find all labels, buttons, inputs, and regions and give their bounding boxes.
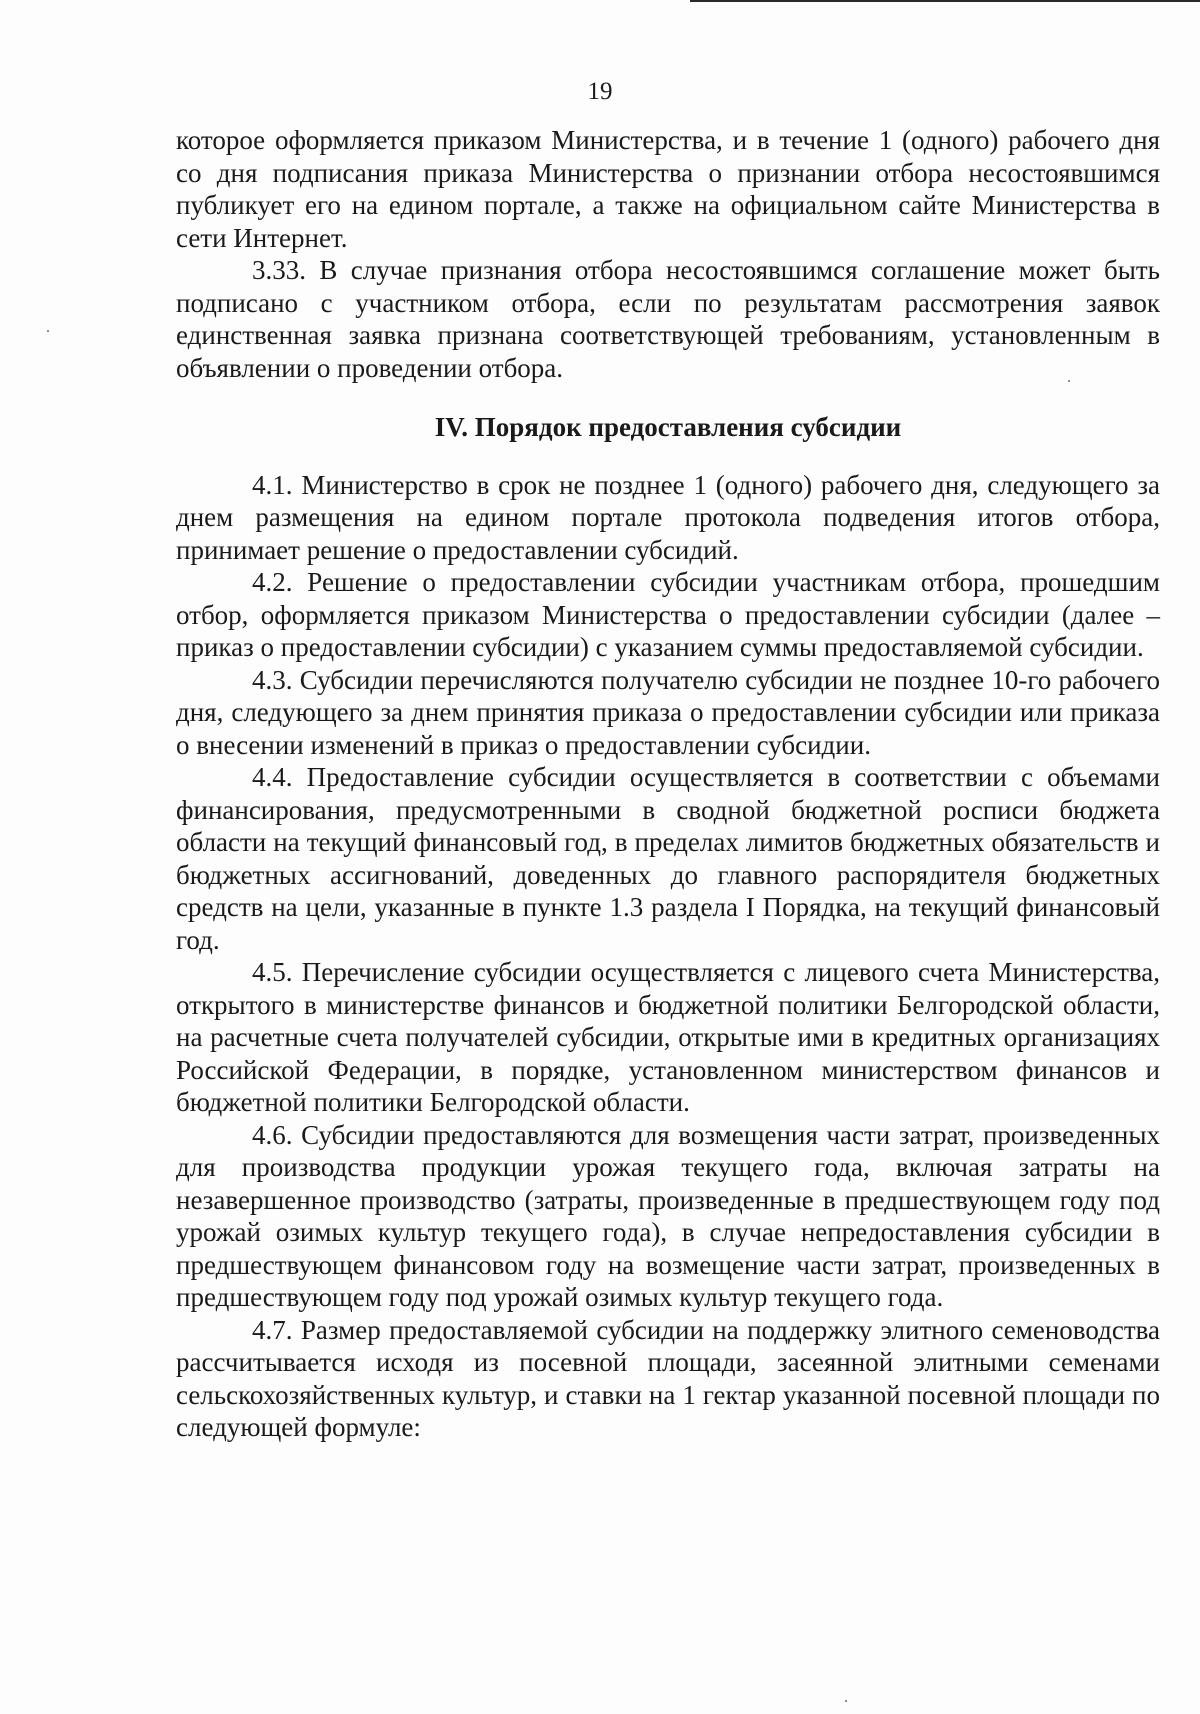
paragraph-4-7: 4.7. Размер предоставляемой субсидии на поддержку элитного семеноводства рассчитывается исходя из посевной площади, засеянной элитными семенами сельскохозяйственных культур, и ставки на 1 гектар указанной посевной площади по следующей формуле: — [176, 1314, 1160, 1442]
scan-edge-line — [690, 0, 1200, 2]
paragraph-continuation: которое оформляется приказом Министерства, и в течение 1 (одного) рабочего дня со дня подписания приказа Министерства о признании отбора несостоявшимся публикует его на едином портале, а также на официальном сайте Министерства в сети Интернет. — [176, 125, 1160, 253]
paragraph-4-4: 4.4. Предоставление субсидии осуществляется в соответствии с объемами финансирования, предусмотренными в сводной бюджетной росписи бюджета области на текущий финансовый год, в пределах лимитов бюджетных обязательств и бюджетных ассигнований, доведенных до главного распорядителя бюджетных средств на цели, указанные в пункте 1.3 раздела I Порядка, на текущий финансовый год. — [176, 762, 1160, 955]
scan-speck — [47, 330, 49, 332]
page-number: 19 — [587, 78, 613, 105]
scan-speck — [1068, 380, 1070, 382]
document-body — [176, 124, 1160, 1444]
section-heading: IV. Порядок предоставления субсидии — [434, 412, 902, 442]
paragraph-4-5: 4.5. Перечисление субсидии осуществляется с лицевого счета Министерства, открытого в министерстве финансов и бюджетной политики Белгородской области, на расчетные счета получателей субсидии, открытые ими в кредитных организациях Российской Федерации, в порядке, установленном министерством финансов и бюджетной политики Белгородской области. — [176, 957, 1160, 1117]
paragraph-4-3: 4.3. Субсидии перечисляются получателю субсидии не позднее 10-го рабочего дня, следующего за днем принятия приказа о предоставлении субсидии или приказа о внесении изменений в приказ о предоставлении субсидии. — [176, 664, 1160, 760]
paragraph-4-2: 4.2. Решение о предоставлении субсидии участникам отбора, прошедшим отбор, оформляется приказом Министерства о предоставлении субсидии (далее – приказ о предоставлении субсидии) с указанием суммы предоставляемой субсидии. — [176, 567, 1160, 662]
paragraph-3-33: 3.33. В случае признания отбора несостоявшимся соглашение может быть подписано с участником отбора, если по результатам рассмотрения заявок единственная заявка признана соответствующей требованиям, установленным в объявлении о проведении отбора. — [176, 255, 1160, 383]
paragraph-4-6: 4.6. Субсидии предоставляются для возмещения части затрат, произведенных для производства продукции урожая текущего года, включая затраты на незавершенное производство (затраты, произведенные в предшествующем году под урожай озимых культур текущего года), в случае непредоставления субсидии в предшествующем финансовом году на возмещение части затрат, произведенных в предшествующем году под урожай озимых культур текущего года. — [176, 1119, 1160, 1312]
scan-speck — [845, 1700, 847, 1702]
paragraph-4-1: 4.1. Министерство в срок не позднее 1 (одного) рабочего дня, следующего за днем размещения на едином портале протокола подведения итогов отбора, принимает решение о предоставлении субсидий. — [176, 469, 1160, 565]
